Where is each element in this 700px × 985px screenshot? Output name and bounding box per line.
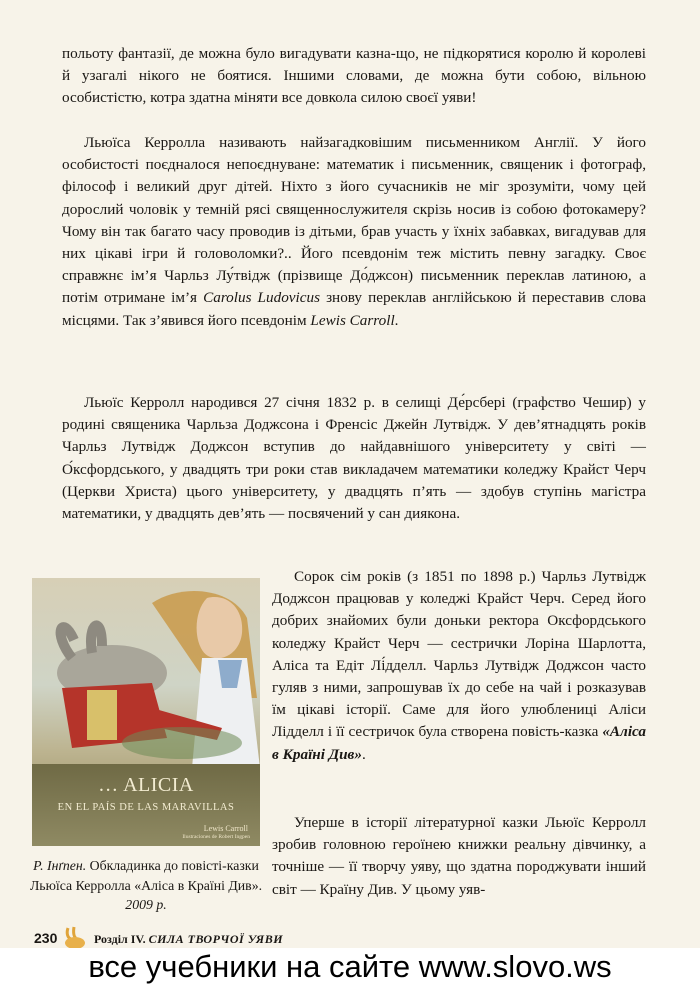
cover-subtitle: EN EL PAÍS DE LAS MARAVILLAS [57,802,235,813]
paragraph-2-text-b: знову переклав англійською й переставив слова місцями. Так з’явився його псевдонім [62,289,646,329]
caption-year: 2009 р. [125,897,167,912]
paragraph-4-end: . [361,745,366,763]
pseudonym: Lewis Carroll [310,311,395,329]
book-cover-illustration [32,578,260,846]
alice-rabbit-illustration [32,578,260,768]
paragraph-2-end: . [394,311,399,329]
rabbit-icon [62,926,90,950]
paragraph-5-text: Уперше в історії літературної казки Льюїс Керролл зробив головною героїнею книжки реальну дівчинку, а точніше — її творчу уяву, що здатна породжувати інший світ — Країну Див. У цьому уяв- [272,814,646,898]
cover-author: Lewis Carroll [203,824,248,833]
paragraph-5 [272,812,646,901]
figure-caption [28,856,264,915]
paragraph-4 [272,566,646,766]
paragraph-2 [62,132,646,332]
paragraph-2-text-a: Льюїса Керролла називають найзагадковішим письменником Англії. У його особистості поєдналося непоєднуване: математик і письменник, священик і фотограф, філософ і великий друг дітей. Ніхто з його сучасників не міг зрозуміти, чому цей дорослий чоловік у темній рясі священнослужителя скрізь носив із собою фотокамеру? Чому він так багато часу проводив із дітьми, брав участь у їхніх забавках, вигадував для них цікаві ігри й головоломки?.. Його псевдонім теж містить певну загадку. Своє справжнє ім’я Чарльз Лу́твідж (прізвище До́джсон) письменник переклав латиною, а потім отримане ім’я [62,134,646,307]
latin-name: Carolus Ludovicus [203,289,320,307]
book-title: «Аліса в Країні Див» [272,723,646,763]
paragraph-3-text: Льюїс Керролл народився 27 січня 1832 р. в селищі Де́рсбері (графство Чешир) у родині священика Чарльза Доджсона і Френсіс Джейн Лутвідж. У дев’ятнадцять років Чарльз Лутвідж Доджсон вступив до найдавнішого університету у світі — О́ксфордського, у двадцять три роки став викладачем математики коледжу Крайст Черч (Церкви Христа) цього університету, у двадцять п’ять — здобув ступінь магістра математики, у двадцять дев’ять — посвячений у сан диякона. [62,394,646,523]
section-title: Розділ IV. СИЛА ТВОРЧОЇ УЯВИ [94,932,284,946]
site-banner: все учебники на сайте www.slovo.ws [0,948,700,985]
caption-author: Р. Інґпен. [33,858,87,873]
paragraph-1: польоту фантазії, де можна було вигадувати казна-що, не підкорятися королю й королеві й узагалі нікого не боятися. Іншими словами, де можна бути собою, вільною особистістю, котра здатна міняти все довкола силою своєї уяви! [62,45,646,107]
paragraph-4-text: Сорок сім років (з 1851 по 1898 р.) Чарльз Лутвідж Доджсон працював у коледжі Крайст Черч. Серед його добрих знайомих були доньки ректора Оксфордського коледжу Крайст Черч — сестрички Лоріна Шарлотта, Аліса та Едіт Лі́дделл. Чарльз Лутвідж Доджсон часто гуляв з ними, запрошував їх до себе на чай і розказував їм цікаві історії. Саме для його улюблениці Аліси Лідделл і її сестричок була створена повість-казка [272,568,646,741]
caption-text: Обкладинка до повісті-казки Льюїса Керролла «Аліса в Країні Див». [29,858,263,893]
paragraph-3 [62,392,646,525]
page-number: 230 [34,930,58,946]
cover-illustrator: Ilustraciones de Robert Ingpen [182,834,250,840]
cover-title: … ALICIA [98,774,194,796]
